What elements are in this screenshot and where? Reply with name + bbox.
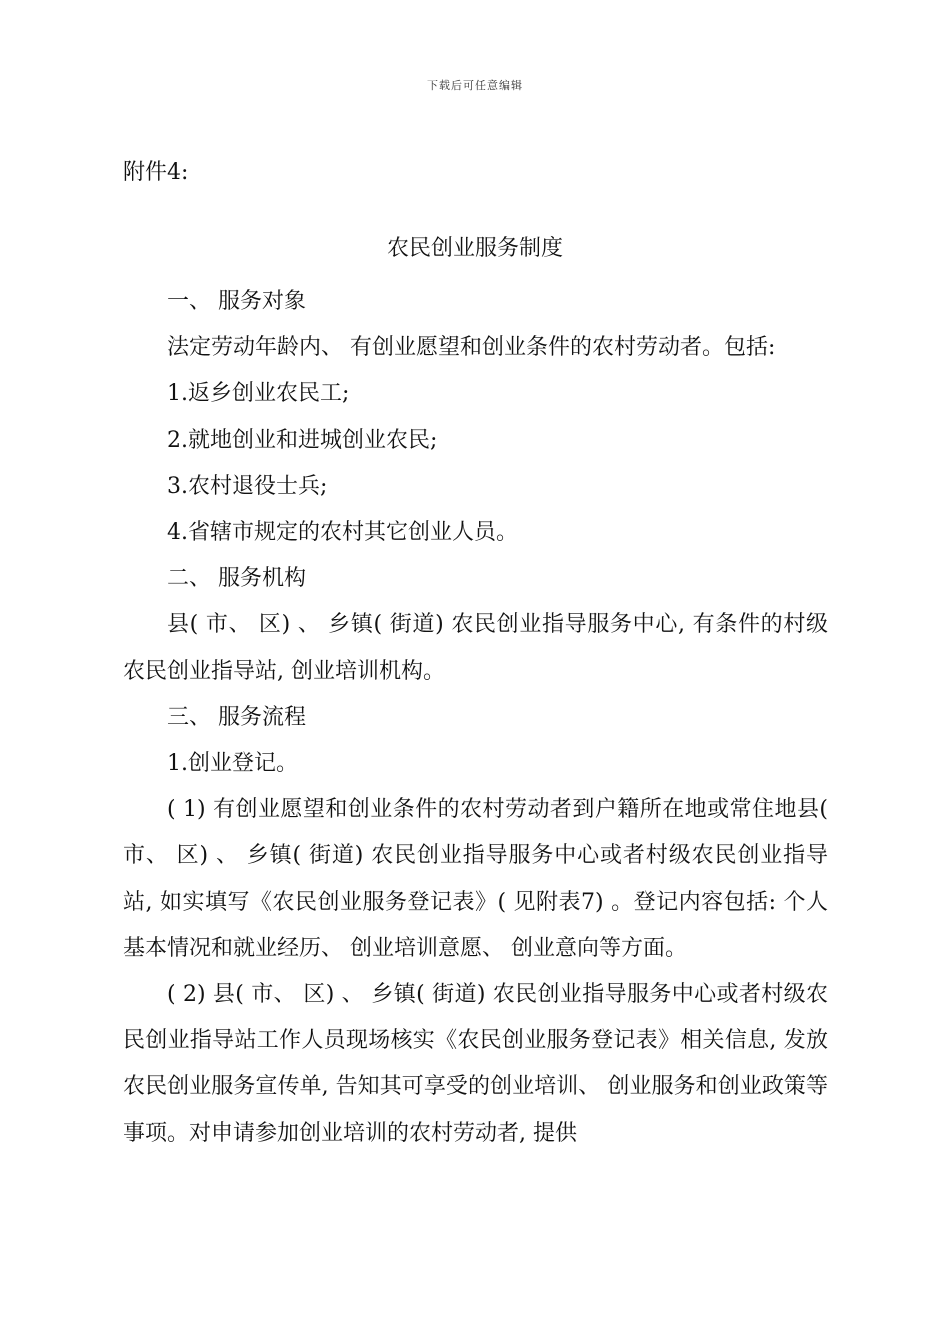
section-heading: 一、 服务对象: [167, 289, 306, 314]
list-item: 4.省辖市规定的农村其它创业人员。: [167, 520, 518, 546]
paragraph: ( 1) 有创业愿望和创业条件的农村劳动者到户籍所在地或常住地县( 市、 区) 、 乡镇( 街道) 农民创业指导服务中心或者村级农民创业指导站, 如实填写《农民创业服务登记表》( 见附表7) 。登记内容包括: 个人基本情况和就业经历、 创业培训意愿、 创业意向等方面。: [123, 797, 828, 961]
document-body: [123, 279, 828, 1157]
paragraph: 法定劳动年龄内、 有创业愿望和创业条件的农村劳动者。包括:: [167, 335, 776, 361]
document-title: 农民创业服务制度: [386, 236, 563, 261]
list-item: 3.农村退役士兵;: [167, 473, 328, 499]
list-item: 1.返乡创业农民工;: [167, 381, 350, 407]
attachment-label: 附件4:: [123, 160, 189, 185]
section-heading: 二、 服务机构: [167, 566, 306, 592]
section-heading: 三、 服务流程: [167, 704, 306, 730]
header-note: 下载后可任意编辑: [427, 79, 523, 92]
sub-heading: 1.创业登记。: [167, 751, 298, 777]
paragraph: ( 2) 县( 市、 区) 、 乡镇( 街道) 农民创业指导服务中心或者村级农民创业指导站工作人员现场核实《农民创业服务登记表》相关信息, 发放农民创业服务宣传单, 告知其可享受的创业培训、 创业服务和创业政策等事项。对申请参加创业培训的农村劳动者, 提供: [123, 982, 828, 1146]
list-item: 2.就地创业和进城创业农民;: [167, 427, 438, 453]
paragraph: 县( 市、 区) 、 乡镇( 街道) 农民创业指导服务中心, 有条件的村级农民创业指导站, 创业培训机构。: [123, 612, 828, 684]
